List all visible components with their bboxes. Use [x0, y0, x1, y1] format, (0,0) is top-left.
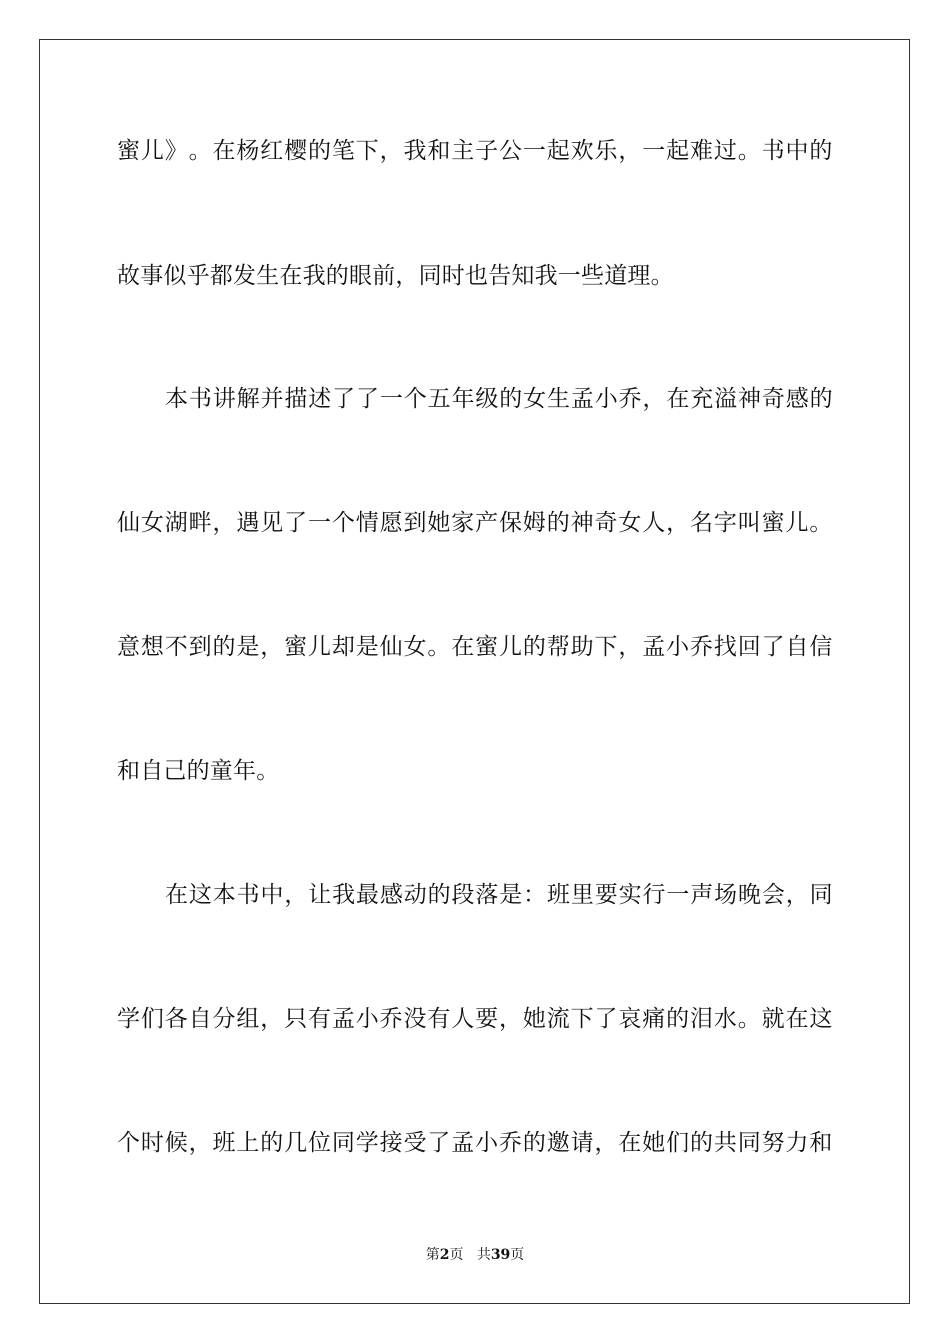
- text-line: 意 想 不 到 的 是 ， 蜜 儿 却 是 仙 女 。 在 蜜 儿 的 帮 助 下 ， 孟 小 乔 找 回 了 自 信: [117, 634, 833, 660]
- footer-page-suffix: 页: [449, 1247, 464, 1263]
- text-line: 仙 女 湖 畔 ， 遇 见 了 一 个 情 愿 到 她 家 产 保 姆 的 神 奇 女 人 ， 名 字 叫 蜜 儿 。: [117, 510, 833, 536]
- footer-total-suffix: 页: [510, 1247, 525, 1263]
- text-line: 本 书 讲 解 并 描 述 了 了 一 个 五 年 级 的 女 生 孟 小 乔 ， 在 充 溢 神 奇 感 的: [165, 386, 833, 412]
- text-line: 学 们 各 自 分 组 ， 只 有 孟 小 乔 没 有 人 要 ， 她 流 下 了 哀 痛 的 泪 水 。 就 在 这: [117, 1006, 833, 1032]
- footer-page-number: 2: [439, 1247, 450, 1263]
- text-line: 蜜 儿 》 。 在 杨 红 樱 的 笔 下 ， 我 和 主 子 公 一 起 欢 乐 ， 一 起 难 过 。 书 中 的: [117, 138, 833, 164]
- text-line: 故事似乎都发生在我的眼前，同时也告知我一些道理。: [117, 263, 674, 289]
- text-line: 和自己的童年。: [117, 758, 280, 784]
- footer-prefix: 第: [425, 1247, 440, 1263]
- page-footer: [0, 1246, 950, 1264]
- text-line: 个 时 候 ， 班 上 的 几 位 同 学 接 受 了 孟 小 乔 的 邀 请 ， 在 她 们 的 共 同 努 力 和: [117, 1130, 833, 1156]
- page-frame: [39, 39, 910, 1304]
- footer-total-pages: 39: [490, 1247, 511, 1263]
- text-line: 在 这 本 书 中 ， 让 我 最 感 动 的 段 落 是 ： 班 里 要 实 行 一 声 场 晚 会 ， 同: [165, 882, 833, 908]
- footer-total-prefix: 共: [476, 1247, 491, 1263]
